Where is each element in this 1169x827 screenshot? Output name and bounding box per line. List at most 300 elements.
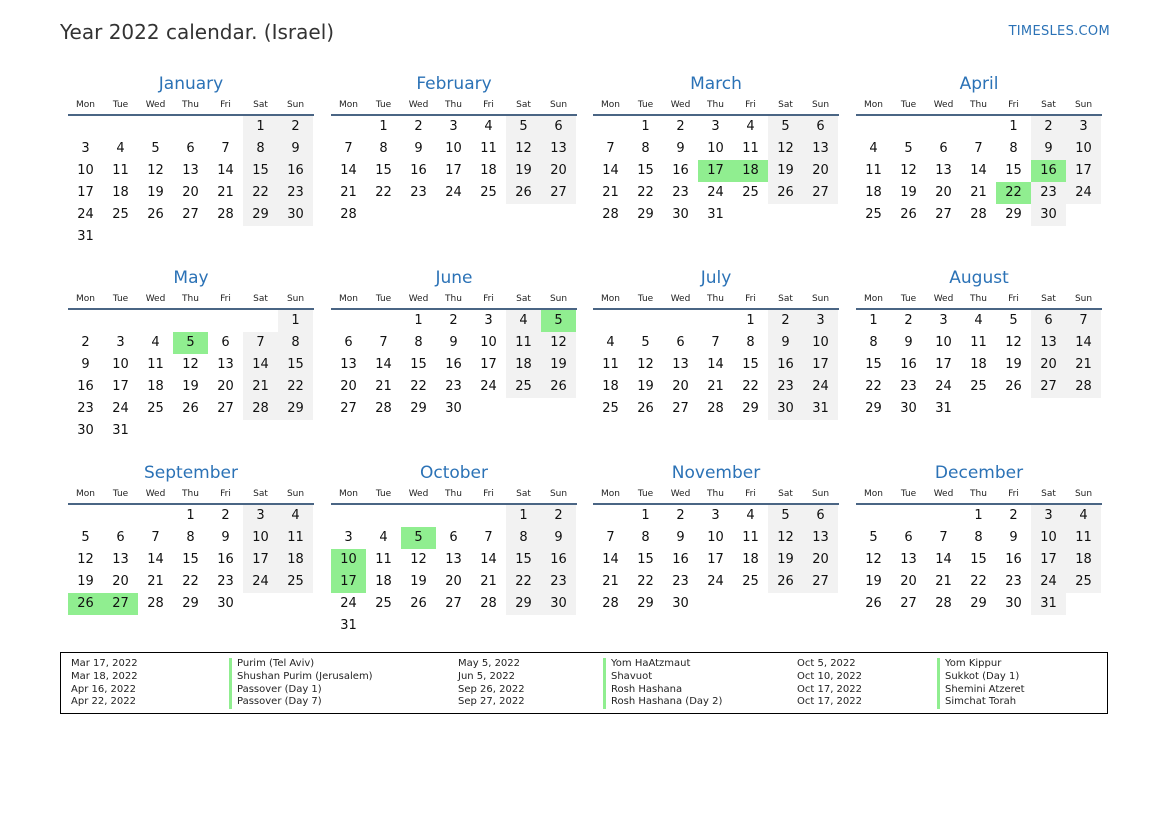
legend-holiday-name: Shemini Atzeret <box>937 684 1025 697</box>
weekday-label: Sun <box>811 100 830 110</box>
weekday-label: Wed <box>670 294 691 304</box>
day-cell: 23 <box>1005 574 1022 589</box>
legend-date: Sep 27, 2022 <box>458 696 525 708</box>
weekday-label: Thu <box>707 489 724 499</box>
month-name: August <box>949 268 1009 288</box>
empty-cell <box>103 116 138 138</box>
day-cell: 29 <box>637 207 654 222</box>
empty-cell <box>663 310 698 332</box>
day-cell: 20 <box>541 160 576 182</box>
day-cell: 16 <box>445 357 462 372</box>
weekday-label: Sun <box>811 294 830 304</box>
day-cell: 25 <box>865 207 882 222</box>
month-name: June <box>435 268 473 288</box>
day-cell: 7 <box>243 332 278 354</box>
weekday-label: Sat <box>253 100 268 110</box>
day-cell: 5 <box>81 530 90 545</box>
month-june <box>331 267 577 420</box>
weekday-label: Tue <box>112 294 129 304</box>
day-cell: 15 <box>375 163 392 178</box>
day-cell: 10 <box>1066 138 1101 160</box>
legend-holiday-name: Shavuot <box>603 671 722 684</box>
day-cell: 3 <box>1066 116 1101 138</box>
day-cell: 6 <box>1031 310 1066 332</box>
day-cell: 5 <box>506 116 541 138</box>
weekday-label: Mon <box>864 489 883 499</box>
day-cell: 17 <box>935 357 952 372</box>
day-grid <box>331 116 577 226</box>
day-cell: 25 <box>970 379 987 394</box>
weekday-label: Thu <box>182 294 199 304</box>
day-cell: 15 <box>506 549 541 571</box>
day-cell: 14 <box>480 552 497 567</box>
weekday-label: Mon <box>76 489 95 499</box>
day-cell: 25 <box>742 574 759 589</box>
day-cell: 1 <box>243 116 278 138</box>
day-cell: 6 <box>803 116 838 138</box>
day-cell: 15 <box>637 163 654 178</box>
day-cell: 19 <box>768 160 803 182</box>
weekday-label: Thu <box>445 294 462 304</box>
day-cell: 12 <box>1005 335 1022 350</box>
empty-cell <box>68 505 103 527</box>
legend-dates-column <box>797 658 862 709</box>
day-cell: 11 <box>1066 527 1101 549</box>
day-cell: 6 <box>186 141 195 156</box>
day-cell: 16 <box>410 163 427 178</box>
day-cell: 15 <box>970 552 987 567</box>
month-name: November <box>671 463 761 483</box>
day-cell: 20 <box>445 574 462 589</box>
day-cell: 14 <box>970 163 987 178</box>
day-cell: 29 <box>865 401 882 416</box>
day-cell: 11 <box>742 530 759 545</box>
legend-date: Mar 17, 2022 <box>71 658 138 669</box>
empty-cell <box>331 310 366 332</box>
day-grid <box>68 116 314 248</box>
day-cell: 26 <box>768 571 803 593</box>
weekday-label: Mon <box>864 100 883 110</box>
day-cell: 3 <box>711 508 720 523</box>
day-cell: 22 <box>970 574 987 589</box>
weekday-label: Sat <box>778 294 793 304</box>
day-cell: 28 <box>340 207 357 222</box>
day-cell: 31 <box>77 229 94 244</box>
day-cell: 13 <box>217 357 234 372</box>
day-cell: 6 <box>344 335 353 350</box>
month-february <box>331 73 577 226</box>
day-cell: 14 <box>375 357 392 372</box>
weekday-label: Tue <box>900 294 917 304</box>
day-cell: 27 <box>182 207 199 222</box>
day-cell: 26 <box>541 376 576 398</box>
legend-holiday-name: Purim (Tel Aviv) <box>229 658 373 671</box>
day-cell: 28 <box>147 596 164 611</box>
day-cell: 9 <box>1031 138 1066 160</box>
day-cell: 9 <box>278 138 313 160</box>
day-cell: 27 <box>1031 376 1066 398</box>
weekday-label: Wed <box>145 489 166 499</box>
day-cell: 11 <box>278 527 313 549</box>
day-cell: 8 <box>278 332 313 354</box>
day-cell: 5 <box>641 335 650 350</box>
weekday-label: Tue <box>637 294 654 304</box>
empty-cell <box>628 310 663 332</box>
day-cell: 2 <box>449 313 458 328</box>
weekday-label: Mon <box>601 489 620 499</box>
day-cell: 8 <box>414 335 423 350</box>
day-cell: 19 <box>410 574 427 589</box>
day-cell: 13 <box>672 357 689 372</box>
day-cell: 12 <box>637 357 654 372</box>
weekday-label: Thu <box>970 489 987 499</box>
day-cell: 18 <box>147 379 164 394</box>
day-cell: 27 <box>900 596 917 611</box>
day-cell: 8 <box>641 530 650 545</box>
day-cell: 2 <box>541 505 576 527</box>
day-cell: 25 <box>480 185 497 200</box>
legend-dates-column <box>71 658 138 709</box>
day-cell: 23 <box>217 574 234 589</box>
day-cell: 8 <box>506 527 541 549</box>
day-cell: 9 <box>221 530 230 545</box>
day-cell: 6 <box>221 335 230 350</box>
day-cell: 7 <box>974 141 983 156</box>
day-cell: 15 <box>278 354 313 376</box>
legend-holiday-name: Yom HaAtzmaut <box>603 658 722 671</box>
day-cell: 25 <box>1066 571 1101 593</box>
weekday-header <box>856 98 1102 116</box>
day-cell: 11 <box>112 163 129 178</box>
day-cell: 26 <box>182 401 199 416</box>
day-cell: 11 <box>506 332 541 354</box>
weekday-label: Fri <box>220 294 231 304</box>
weekday-label: Fri <box>220 100 231 110</box>
day-cell: 14 <box>243 354 278 376</box>
day-cell: 26 <box>900 207 917 222</box>
day-cell: 19 <box>77 574 94 589</box>
day-cell: 17 <box>445 163 462 178</box>
day-cell: 8 <box>379 141 388 156</box>
empty-cell <box>926 505 961 527</box>
day-cell: 29 <box>970 596 987 611</box>
day-cell: 16 <box>278 160 313 182</box>
day-cell: 20 <box>340 379 357 394</box>
day-cell: 2 <box>904 313 913 328</box>
weekday-label: Mon <box>76 294 95 304</box>
day-cell: 20 <box>112 574 129 589</box>
day-cell: 12 <box>182 357 199 372</box>
day-cell: 24 <box>340 596 357 611</box>
day-cell: 8 <box>641 141 650 156</box>
holiday-day-cell: 17 <box>331 571 366 593</box>
day-cell: 11 <box>147 357 164 372</box>
day-cell: 5 <box>768 116 803 138</box>
month-name: April <box>959 74 999 94</box>
day-cell: 3 <box>939 313 948 328</box>
weekday-label: Fri <box>483 294 494 304</box>
site-link[interactable]: TIMESLES.COM <box>1008 24 1110 39</box>
day-cell: 11 <box>602 357 619 372</box>
day-cell: 13 <box>935 163 952 178</box>
day-cell: 5 <box>151 141 160 156</box>
day-cell: 22 <box>506 571 541 593</box>
day-cell: 14 <box>602 163 619 178</box>
weekday-label: Sun <box>1074 100 1093 110</box>
day-cell: 20 <box>217 379 234 394</box>
day-cell: 4 <box>151 335 160 350</box>
holiday-day-cell: 10 <box>331 549 366 571</box>
legend-holiday-name: Rosh Hashana <box>603 684 722 697</box>
legend-holiday-name: Simchat Torah <box>937 696 1025 709</box>
day-cell: 24 <box>707 185 724 200</box>
empty-cell <box>138 505 173 527</box>
day-cell: 27 <box>672 401 689 416</box>
day-cell: 18 <box>970 357 987 372</box>
weekday-label: Thu <box>707 100 724 110</box>
day-cell: 21 <box>480 574 497 589</box>
day-cell: 2 <box>1009 508 1018 523</box>
weekday-label: Tue <box>375 100 392 110</box>
day-cell: 31 <box>1031 593 1066 615</box>
day-cell: 2 <box>414 119 423 134</box>
day-cell: 21 <box>340 185 357 200</box>
day-cell: 27 <box>803 182 838 204</box>
weekday-label: Sun <box>286 489 305 499</box>
day-cell: 4 <box>506 310 541 332</box>
day-cell: 21 <box>1066 354 1101 376</box>
legend-date: Oct 5, 2022 <box>797 658 856 669</box>
day-cell: 1 <box>641 508 650 523</box>
empty-cell <box>173 310 208 332</box>
day-cell: 4 <box>746 119 755 134</box>
day-cell: 28 <box>970 207 987 222</box>
day-cell: 12 <box>768 138 803 160</box>
day-cell: 30 <box>445 401 462 416</box>
empty-cell <box>436 505 471 527</box>
weekday-label: Wed <box>145 294 166 304</box>
weekday-label: Mon <box>339 489 358 499</box>
day-cell: 3 <box>116 335 125 350</box>
weekday-label: Mon <box>76 100 95 110</box>
weekday-label: Sat <box>778 100 793 110</box>
weekday-label: Fri <box>483 100 494 110</box>
empty-cell <box>138 310 173 332</box>
day-cell: 20 <box>803 160 838 182</box>
day-cell: 6 <box>116 530 125 545</box>
day-cell: 11 <box>865 163 882 178</box>
day-cell: 25 <box>278 571 313 593</box>
day-cell: 24 <box>112 401 129 416</box>
day-cell: 25 <box>375 596 392 611</box>
day-cell: 10 <box>480 335 497 350</box>
day-cell: 12 <box>900 163 917 178</box>
weekday-label: Sat <box>253 489 268 499</box>
day-cell: 18 <box>1066 549 1101 571</box>
day-cell: 23 <box>77 401 94 416</box>
day-cell: 1 <box>746 313 755 328</box>
weekday-label: Sat <box>516 294 531 304</box>
day-cell: 18 <box>112 185 129 200</box>
day-cell: 27 <box>340 401 357 416</box>
day-cell: 21 <box>375 379 392 394</box>
empty-cell <box>366 505 401 527</box>
day-cell: 4 <box>606 335 615 350</box>
day-cell: 28 <box>602 207 619 222</box>
day-cell: 9 <box>768 332 803 354</box>
day-cell: 20 <box>182 185 199 200</box>
day-cell: 26 <box>865 596 882 611</box>
day-cell: 7 <box>606 530 615 545</box>
day-cell: 26 <box>147 207 164 222</box>
weekday-label: Sat <box>253 294 268 304</box>
legend-date: Oct 10, 2022 <box>797 670 862 682</box>
month-name: September <box>144 463 238 483</box>
weekday-label: Fri <box>1008 294 1019 304</box>
day-cell: 13 <box>112 552 129 567</box>
day-cell: 24 <box>1031 571 1066 593</box>
day-cell: 6 <box>541 116 576 138</box>
day-cell: 31 <box>112 423 129 438</box>
day-cell: 19 <box>865 574 882 589</box>
day-grid <box>593 116 839 226</box>
weekday-label: Wed <box>670 100 691 110</box>
day-cell: 30 <box>1005 596 1022 611</box>
day-cell: 15 <box>865 357 882 372</box>
day-cell: 5 <box>1009 313 1018 328</box>
weekday-label: Fri <box>745 100 756 110</box>
day-cell: 7 <box>484 530 493 545</box>
day-cell: 22 <box>182 574 199 589</box>
day-cell: 19 <box>506 160 541 182</box>
empty-cell <box>593 116 628 138</box>
day-cell: 21 <box>602 574 619 589</box>
month-september <box>68 462 314 615</box>
day-cell: 3 <box>449 119 458 134</box>
day-cell: 28 <box>375 401 392 416</box>
month-name: October <box>419 463 489 483</box>
day-cell: 27 <box>217 401 234 416</box>
day-cell: 17 <box>243 549 278 571</box>
empty-cell <box>208 116 243 138</box>
day-cell: 26 <box>506 182 541 204</box>
day-grid <box>593 505 839 615</box>
weekday-label: Wed <box>933 489 954 499</box>
day-cell: 29 <box>1005 207 1022 222</box>
weekday-header <box>856 292 1102 310</box>
day-cell: 14 <box>217 163 234 178</box>
day-cell: 19 <box>637 379 654 394</box>
legend-date: Oct 17, 2022 <box>797 683 862 695</box>
day-cell: 1 <box>869 313 878 328</box>
day-cell: 15 <box>742 357 759 372</box>
day-cell: 15 <box>637 552 654 567</box>
weekday-header <box>593 487 839 505</box>
weekday-label: Thu <box>445 100 462 110</box>
day-cell: 23 <box>410 185 427 200</box>
day-cell: 8 <box>1009 141 1018 156</box>
day-cell: 1 <box>186 508 195 523</box>
day-cell: 7 <box>344 141 353 156</box>
day-cell: 10 <box>243 527 278 549</box>
day-cell: 12 <box>865 552 882 567</box>
holiday-day-cell: 26 <box>68 593 103 615</box>
weekday-label: Sat <box>1041 489 1056 499</box>
day-cell: 21 <box>147 574 164 589</box>
day-cell: 11 <box>742 141 759 156</box>
day-cell: 17 <box>1031 549 1066 571</box>
day-cell: 28 <box>243 398 278 420</box>
weekday-label: Tue <box>900 100 917 110</box>
day-cell: 7 <box>606 141 615 156</box>
day-cell: 31 <box>803 398 838 420</box>
day-cell: 6 <box>676 335 685 350</box>
day-cell: 24 <box>480 379 497 394</box>
holiday-day-cell: 16 <box>1031 160 1066 182</box>
weekday-label: Sun <box>1074 489 1093 499</box>
weekday-label: Fri <box>483 489 494 499</box>
day-cell: 25 <box>506 376 541 398</box>
day-cell: 10 <box>707 141 724 156</box>
day-grid <box>68 310 314 442</box>
day-cell: 23 <box>672 185 689 200</box>
day-cell: 30 <box>541 593 576 615</box>
weekday-header <box>856 487 1102 505</box>
legend-holiday-name: Passover (Day 7) <box>229 696 373 709</box>
weekday-label: Mon <box>339 100 358 110</box>
day-cell: 16 <box>672 163 689 178</box>
legend-holiday-name: Shushan Purim (Jerusalem) <box>229 671 373 684</box>
weekday-label: Tue <box>375 489 392 499</box>
day-cell: 12 <box>541 332 576 354</box>
day-grid <box>68 505 314 615</box>
legend-holiday-name: Yom Kippur <box>937 658 1025 671</box>
day-cell: 20 <box>803 549 838 571</box>
day-cell: 23 <box>445 379 462 394</box>
day-cell: 23 <box>672 574 689 589</box>
day-cell: 2 <box>221 508 230 523</box>
day-cell: 12 <box>410 552 427 567</box>
day-cell: 18 <box>742 552 759 567</box>
day-cell: 16 <box>217 552 234 567</box>
weekday-label: Sun <box>286 294 305 304</box>
day-cell: 10 <box>803 332 838 354</box>
day-cell: 2 <box>81 335 90 350</box>
empty-cell <box>331 116 366 138</box>
day-cell: 18 <box>375 574 392 589</box>
day-cell: 29 <box>742 401 759 416</box>
day-cell: 23 <box>541 571 576 593</box>
weekday-label: Thu <box>970 100 987 110</box>
day-cell: 1 <box>1009 119 1018 134</box>
day-grid <box>856 505 1102 615</box>
day-cell: 5 <box>869 530 878 545</box>
day-cell: 31 <box>340 618 357 633</box>
month-name: January <box>158 74 224 94</box>
day-cell: 17 <box>1066 160 1101 182</box>
day-cell: 2 <box>676 119 685 134</box>
day-cell: 28 <box>217 207 234 222</box>
day-cell: 23 <box>768 376 803 398</box>
month-name: July <box>700 268 732 288</box>
day-cell: 2 <box>768 310 803 332</box>
day-cell: 24 <box>707 574 724 589</box>
day-cell: 12 <box>768 527 803 549</box>
day-cell: 14 <box>1066 332 1101 354</box>
empty-cell <box>593 310 628 332</box>
weekday-label: Mon <box>601 294 620 304</box>
weekday-label: Sat <box>516 100 531 110</box>
